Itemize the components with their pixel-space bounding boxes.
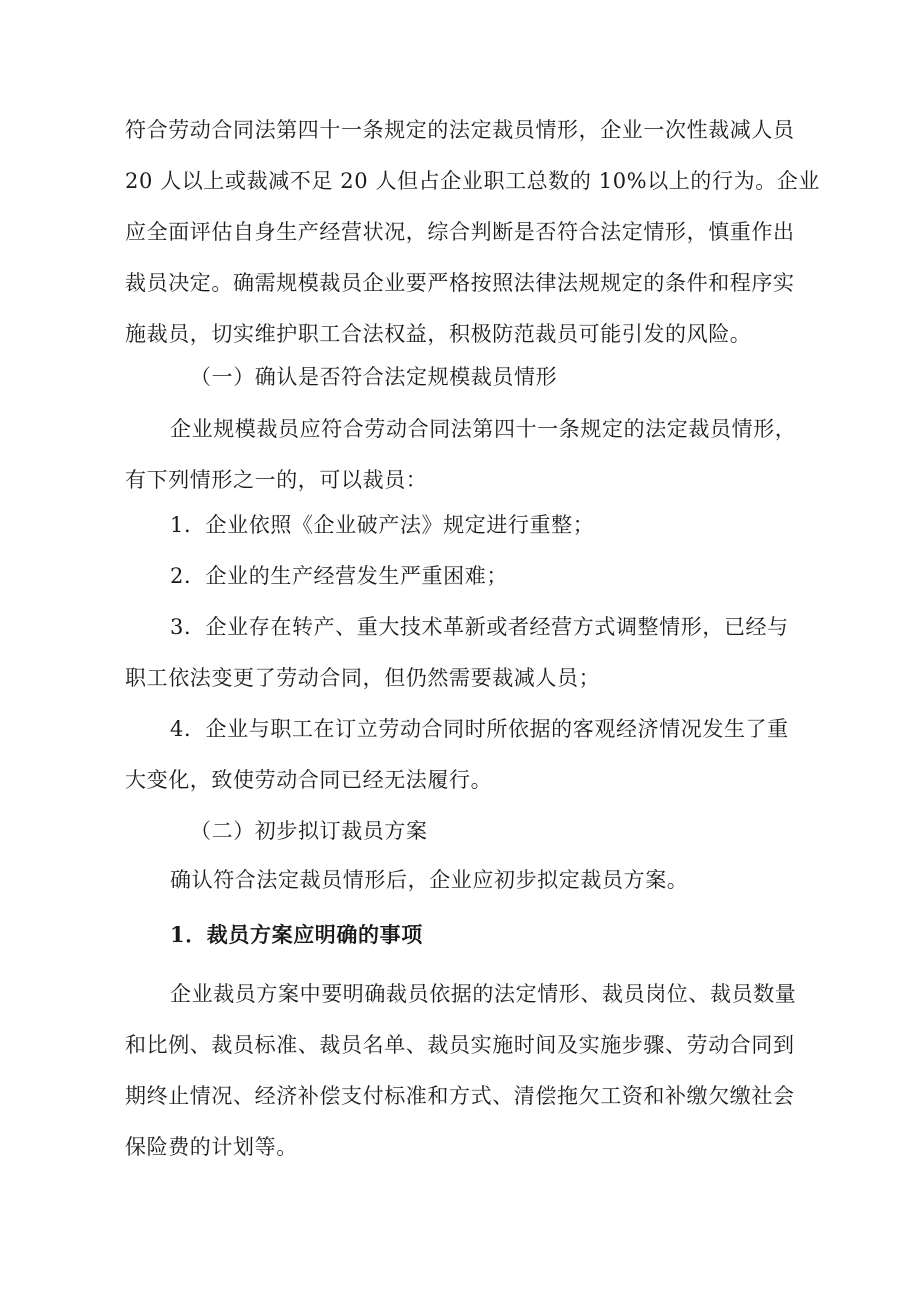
section1-intro-line-2: 有下列情形之一的，可以裁员： — [125, 468, 428, 492]
section1-item-4-line-1: 4．企业与职工在订立劳动合同时所依据的客观经济情况发生了重 — [170, 717, 789, 741]
section1-item-1: 1．企业依照《企业破产法》规定进行重整； — [170, 513, 595, 537]
section2-body-line-1: 企业裁员方案中要明确裁员依据的法定情形、裁员岗位、裁员数量 — [170, 982, 797, 1006]
section2-heading: （二）初步拟订裁员方案 — [190, 819, 428, 843]
section1-item-3-line-2: 职工依法变更了劳动合同，但仍然需要裁减人员； — [125, 666, 601, 690]
section1-item-4-line-2: 大变化，致使劳动合同已经无法履行。 — [125, 768, 493, 792]
section2-subheading: 1．裁员方案应明确的事项 — [170, 922, 423, 947]
section2-body-line-4: 保险费的计划等。 — [125, 1135, 298, 1159]
section1-item-3-line-1: 3．企业存在转产、重大技术革新或者经营方式调整情形，已经与 — [170, 615, 789, 639]
intro-line-2: 20 人以上或裁减不足 20 人但占企业职工总数的 10%以上的行为。企业 — [125, 169, 821, 193]
section2-body-line-2: 和比例、裁员标准、裁员名单、裁员实施时间及实施步骤、劳动合同到 — [125, 1033, 795, 1057]
section1-item-2: 2．企业的生产经营发生严重困难； — [170, 564, 508, 588]
section1-intro-line-1: 企业规模裁员应符合劳动合同法第四十一条规定的法定裁员情形， — [170, 417, 797, 441]
section1-heading: （一）确认是否符合法定规模裁员情形 — [190, 365, 558, 389]
section2-body-line-3: 期终止情况、经济补偿支付标准和方式、清偿拖欠工资和补缴欠缴社会 — [125, 1084, 795, 1108]
intro-line-3: 应全面评估自身生产经营状况，综合判断是否符合法定情形，慎重作出 — [125, 220, 795, 244]
intro-line-4: 裁员决定。确需规模裁员企业要严格按照法律法规规定的条件和程序实 — [125, 271, 795, 295]
section2-intro: 确认符合法定裁员情形后，企业应初步拟定裁员方案。 — [170, 868, 689, 892]
intro-line-1: 符合劳动合同法第四十一条规定的法定裁员情形，企业一次性裁减人员 — [125, 118, 795, 142]
intro-line-5: 施裁员，切实维护职工合法权益，积极防范裁员可能引发的风险。 — [125, 322, 752, 346]
